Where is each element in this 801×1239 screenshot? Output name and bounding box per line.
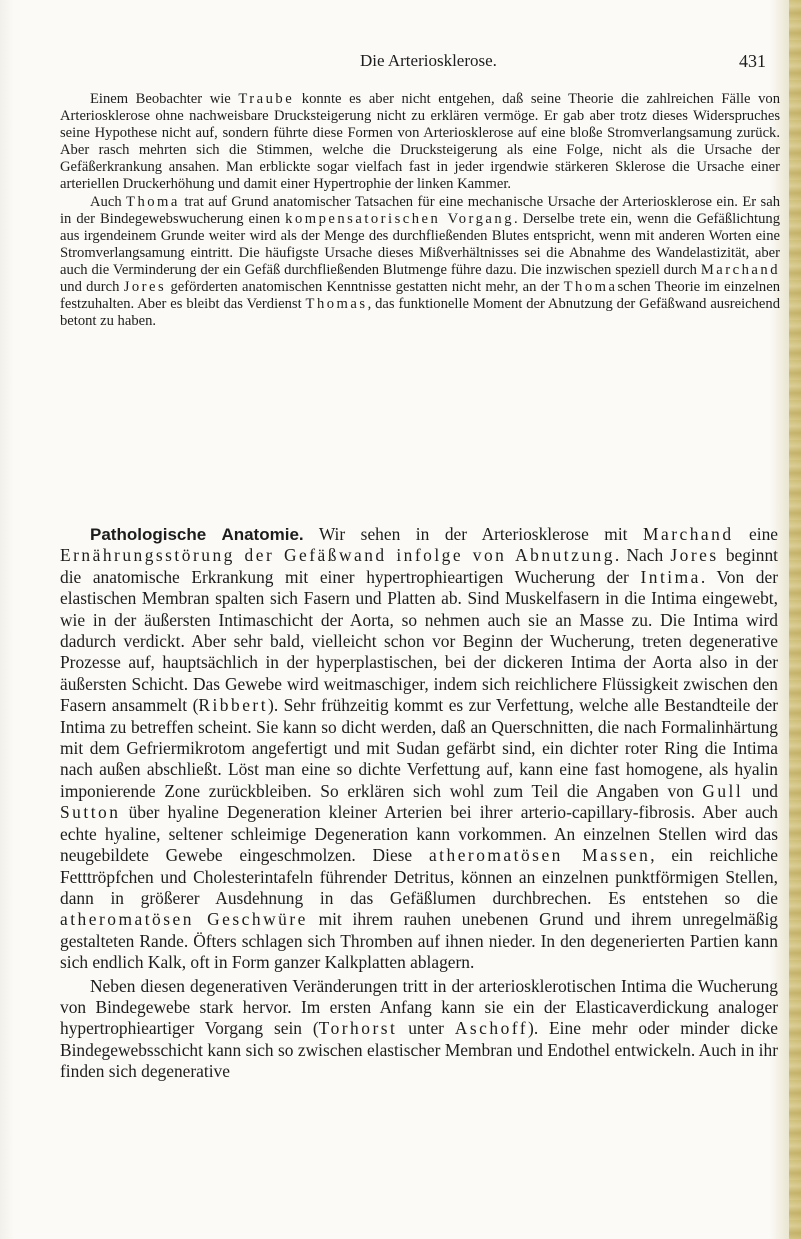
emphasized-term: atheromatösen Massen — [428, 845, 651, 866]
paragraph-thoma — [60, 194, 780, 331]
text-run: Wir sehen in der Arteriosklerose mit — [303, 524, 644, 544]
text-run: . Derselbe trete ein, wenn die Gefäßlichtung aus irgendeinem Grunde weiter wird als der Menge des durchfließenden Blutes entspricht, wenn mit anderen Worten eine Stromverlangsamung eintritt. Die häufigste Ursache dieses Mißverhältnisses sei die Abnahme des Wandelastizität, aber auch die Verminderung der ein Gefäß durchfließenden Blutmenge führe dazu. Die inzwischen speziell durch — [60, 210, 780, 278]
text-run: . Nach — [614, 545, 671, 566]
text-run: schen Theorie im einzelnen festzuhalten. Aber es bleibt das Verdienst — [60, 279, 781, 313]
emphasized-term: atheromatösen Geschwüre — [60, 909, 308, 930]
emphasized-term: kompensatorischen Vorgang — [285, 210, 515, 227]
text-run: konnte es aber nicht entgehen, daß seine Theorie die zahlreichen Fälle von Arteriosklerose ohne nachweisbare Drucksteigerung nicht zu erklären vermöge. Er gab aber trotz dieses Widerspruches seine Hypothese nicht auf, sondern führte diese Formen von Arteriosklerose auf eine bloße Stromverlangsamung zurück. Aber rasch mehrten sich die Stimmen, welche die Drucksteigerung als eine Folge, nicht als die Ursache der Gefäßerkrankung ansahen. Man erblickte sogar vielfach fast in jeder irgendwie stärkeren Sklerose die Ursache einer arteriellen Druckerhöhung und damit einer Hypertrophie der linken Kammer. — [60, 91, 781, 193]
page-edge-strip — [789, 0, 801, 1239]
text-run: . Von der elastischen Membran spalten sich Fasern und Platten ab. Sind Muskelfasern in die Intima eingewebt, wie in der äußersten Intimaschicht der Aorta, so nehmen auch sie an Masse zu. Die Intima wird dadurch verdickt. Aber sehr bald, vielleicht schon vor Beginn der Wucherung, treten degenerative Prozesse auf, hauptsächlich in der hyperplastischen, bei der dickeren Intima der Aorta also in der äußersten Schicht. Das Gewebe wird weitmaschiger, indem sich reichlichere Flüssigkeit zwischen den Fasern ansammelt ( — [60, 566, 778, 716]
text-run: mit ihrem rauhen unebenen Grund und ihrem unregelmäßig gestalteten Rande. Öfters schlagen sich Thromben auf ihnen nieder. In den degenerierten Partien kann sich endlich Kalk, oft in Form ganzer Kalkplatten ablagern. — [60, 909, 779, 973]
text-run: Einem Beobachter wie — [90, 91, 239, 107]
author-name: Jores — [123, 279, 167, 296]
text-run: Neben diesen degenerativen Veränderungen tritt in der arteriosklerotischen Intima die Wucherung von Bindegewebe stark hervor. Im ersten Anfang kann sie ein der Elasticaverdickung analoger hypertrophieartiger Vorgang sein ( — [60, 975, 778, 1039]
text-run: trat auf Grund anatomischer Tatsachen für eine mechanische Ursache der Arteriosklerose ein. Er sah in der Bindegewebswucherung einen — [60, 193, 780, 227]
paragraph-traube — [60, 91, 780, 194]
page-number: 431 — [739, 51, 766, 71]
emphasized-term: Intima — [640, 566, 701, 587]
paragraph-wucherung — [60, 976, 778, 1083]
text-run: und — [743, 780, 779, 801]
text-run: ). Eine mehr oder minder dicke Bindegewebsschicht kann sich so zwischen elastischer Membran und Endothel entwickeln. Auch in ihr finden sich degenerative — [60, 1018, 778, 1082]
page-header — [0, 0, 801, 90]
main-text-section — [60, 524, 778, 1085]
author-name: Thoma — [563, 279, 618, 296]
text-run: unter — [397, 1018, 455, 1039]
author-name: Gull — [702, 780, 744, 801]
text-run: ). Sehr frühzeitig kommt es zur Verfettung, welche alle Bestandteile der Intima zu betreffen scheint. Sie kann so dicht werden, daß an Querschnitten, die nach Formalinhärtung mit dem Gefriermikrotom angefertigt und mit Sudan gefärbt sind, ein dichter roter Ring die Intima nach außen abschließt. Löst man eine so dichte Verfettung auf, kann eine fast homogene, als hyalin imponierende Zone zurückbleiben. So erklären sich wohl zum Teil die Angaben von — [60, 695, 778, 801]
text-run: Auch — [90, 193, 127, 210]
author-name: Marchand — [643, 524, 734, 544]
paragraph-pathologische-anatomie — [60, 524, 778, 974]
author-name: Marchand — [700, 261, 780, 278]
text-run: beginnt die anatomische Erkrankung mit einer hypertrophieartigen Wucherung der — [60, 545, 778, 587]
text-run: und durch — [60, 279, 124, 296]
author-name: Aschoff — [454, 1018, 529, 1039]
author-name: Traube — [238, 91, 295, 107]
running-title: Die Arteriosklerose. — [360, 51, 497, 70]
text-run: , ein reichliche Fetttröpfchen und Cholesterintafeln führender Detritus, können an einzelnen punktförmigen Stellen, dann in größerer Ausdehnung in das Gefäßlumen durchbrechen. Es entstehen so die — [60, 845, 779, 908]
author-name: Thoma — [126, 193, 180, 210]
text-run: über hyaline Degeneration kleiner Arterien bei ihrer arterio-capillary-fibrosis. Aber auch echte hyaline, seltener schleimige Degeneration kann vorkommen. An einzelnen Stellen wird das neugebildete Gewebe eingeschmolzen. Diese — [60, 802, 778, 866]
emphasized-term: Ernährungsstörung der Gefäßwand infolge von Abnutzung — [60, 545, 615, 566]
author-name: Torhorst — [318, 1018, 398, 1039]
author-name: Ribbert — [198, 695, 269, 716]
author-name: Sutton — [60, 802, 121, 823]
small-print-section — [60, 91, 780, 330]
author-name: Thomas — [305, 296, 368, 313]
text-run: geförderten anatomischen Kenntnisse gestatten nicht mehr, an der — [166, 279, 564, 296]
text-run: , das funktionelle Moment der Abnutzung der Gefäßwand ausreichend betont zu haben. — [60, 296, 781, 330]
section-heading: Pathologische Anatomie. — [90, 525, 304, 544]
author-name: Jores — [670, 545, 719, 566]
text-run: eine — [733, 524, 778, 544]
